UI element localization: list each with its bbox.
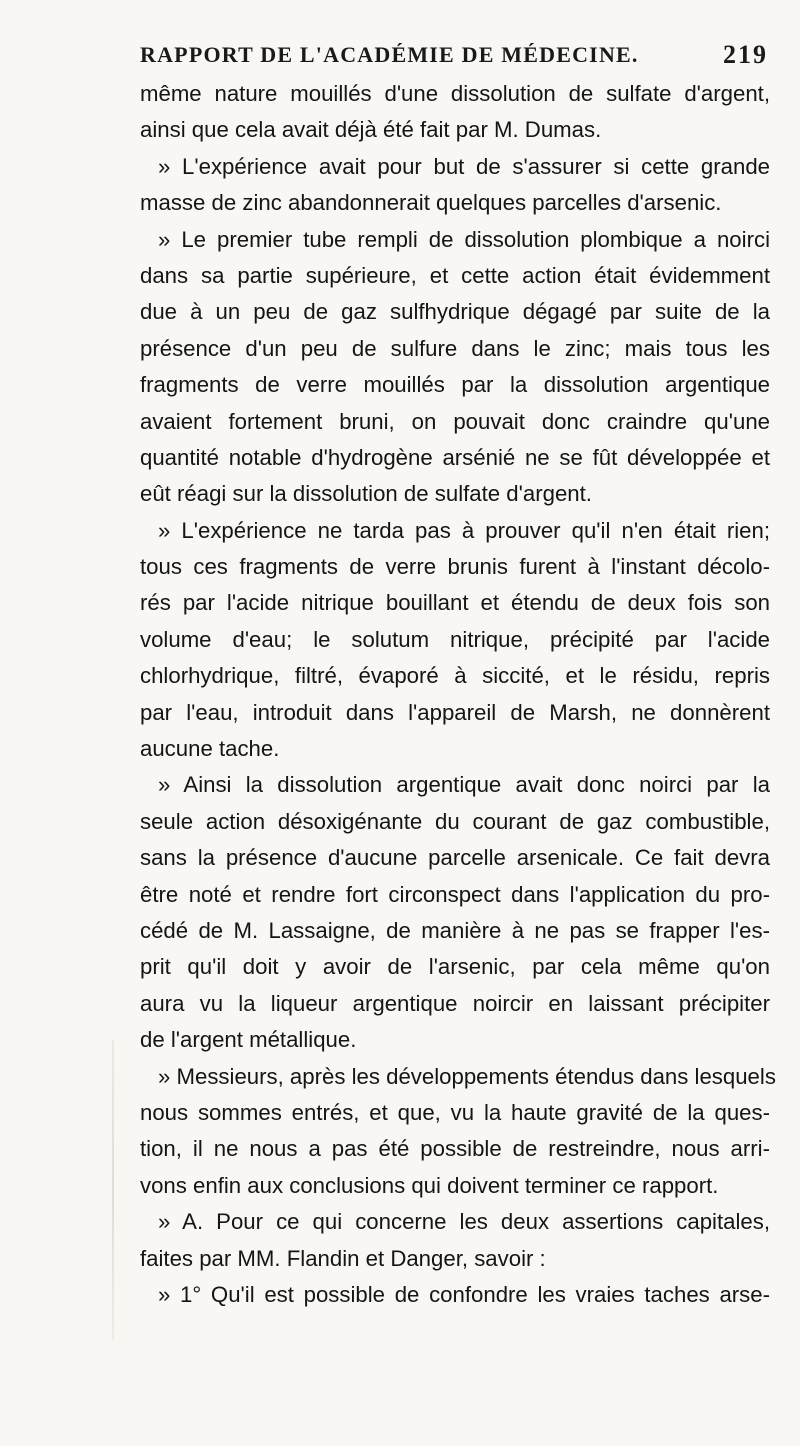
page-margin-shadow xyxy=(112,1040,114,1340)
page-number: 219 xyxy=(723,40,768,69)
text-line: nous sommes entrés, et que, vu la haute gravité de la ques- xyxy=(140,1099,770,1125)
text-line: » L'expérience ne tarda pas à prouver qu'il n'en était rien; xyxy=(158,517,770,543)
text-line: » A. Pour ce qui concerne les deux assertions capitales, xyxy=(158,1209,770,1235)
text-line: rés par l'acide nitrique bouillant et étendu de deux fois son xyxy=(140,590,770,616)
text-line: aura vu la liqueur argentique noircir en laissant précipiter xyxy=(140,990,770,1016)
text-line: vons enfin aux conclusions qui doivent terminer ce rapport. xyxy=(140,1172,719,1198)
text-line: due à un peu de gaz sulfhydrique dégagé par suite de la xyxy=(140,299,770,325)
text-line: quantité notable d'hydrogène arsénié ne se fût développée et xyxy=(140,444,770,470)
running-head: RAPPORT DE L'ACADÉMIE DE MÉDECINE. xyxy=(140,42,639,67)
text-line: ainsi que cela avait déjà été fait par M. Dumas. xyxy=(140,117,602,143)
text-line: masse de zinc abandonnerait quelques parcelles d'arsenic. xyxy=(140,190,722,216)
text-line: eût réagi sur la dissolution de sulfate d'argent. xyxy=(140,481,592,507)
text-line: fragments de verre mouillés par la dissolution argentique xyxy=(140,372,770,398)
text-line: être noté et rendre fort circonspect dans l'application du pro- xyxy=(140,881,770,907)
text-line: dans sa partie supérieure, et cette action était évidemment xyxy=(140,262,770,288)
text-line: volume d'eau; le solutum nitrique, précipité par l'acide xyxy=(140,626,770,652)
text-line: » L'expérience avait pour but de s'assurer si cette grande xyxy=(158,153,770,179)
text-line: tous ces fragments de verre brunis furent à l'instant décolo- xyxy=(140,554,770,580)
text-line: cédé de M. Lassaigne, de manière à ne pas se frapper l'es- xyxy=(140,917,770,943)
text-line: de l'argent métallique. xyxy=(140,1027,357,1053)
text-line: » Le premier tube rempli de dissolution plombique a noirci xyxy=(158,226,770,252)
text-line: » Messieurs, après les développements étendus dans lesquels xyxy=(158,1063,776,1089)
text-line: même nature mouillés d'une dissolution de sulfate d'argent, xyxy=(140,81,770,106)
text-line: » 1° Qu'il est possible de confondre les vraies taches arse- xyxy=(158,1281,770,1307)
body-text xyxy=(140,76,776,1313)
text-line: aucune tache. xyxy=(140,736,280,762)
text-line: tion, il ne nous a pas été possible de restreindre, nous arri- xyxy=(140,1136,770,1162)
text-line: » Ainsi la dissolution argentique avait donc noirci par la xyxy=(158,772,770,798)
text-line: prit qu'il doit y avoir de l'arsenic, par cela même qu'on xyxy=(140,954,770,980)
text-line: faites par MM. Flandin et Danger, savoir : xyxy=(140,1245,546,1271)
text-line: par l'eau, introduit dans l'appareil de Marsh, ne donnèrent xyxy=(140,699,770,725)
text-line: avaient fortement bruni, on pouvait donc craindre qu'une xyxy=(140,408,770,434)
text-line: seule action désoxigénante du courant de gaz combustible, xyxy=(140,808,770,834)
text-line: sans la présence d'aucune parcelle arsenicale. Ce fait devra xyxy=(140,845,770,871)
text-line: présence d'un peu de sulfure dans le zinc; mais tous les xyxy=(140,335,770,361)
text-line: chlorhydrique, filtré, évaporé à siccité, et le résidu, repris xyxy=(140,663,770,689)
